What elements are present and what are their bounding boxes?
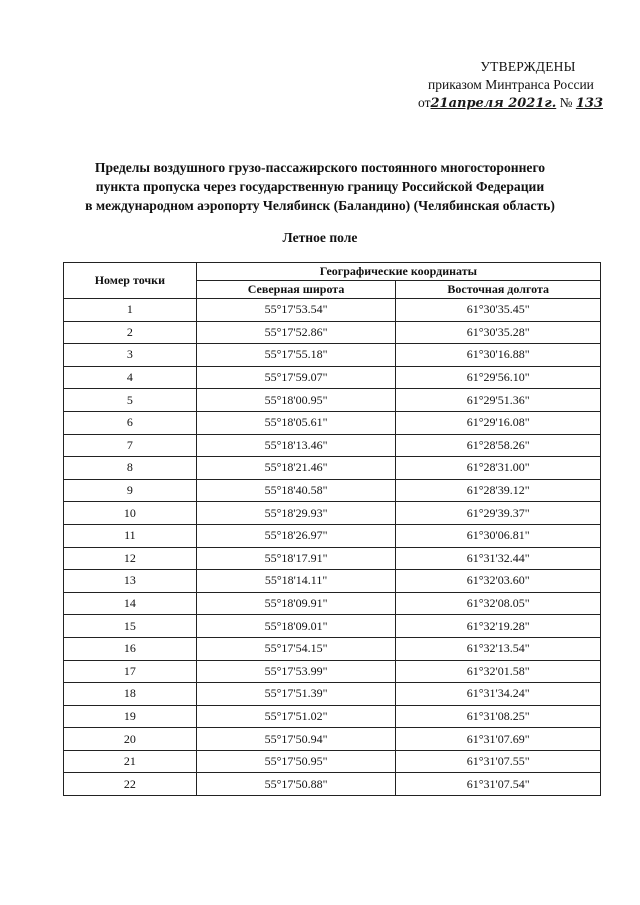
table-row	[64, 299, 601, 322]
coordinates-table	[63, 262, 601, 796]
latitude-cell: 55°17'53.54"	[196, 299, 396, 322]
longitude-cell: 61°31'32.44"	[396, 547, 601, 570]
longitude-cell: 61°32'19.28"	[396, 615, 601, 638]
table-row	[64, 524, 601, 547]
header-geo-coordinates: Географические координаты	[196, 263, 600, 281]
table-row	[64, 502, 601, 525]
point-number-cell: 20	[64, 728, 197, 751]
point-number-cell: 16	[64, 637, 197, 660]
point-number-cell: 10	[64, 502, 197, 525]
latitude-cell: 55°18'17.91"	[196, 547, 396, 570]
number-prefix: №	[559, 95, 573, 110]
longitude-cell: 61°29'51.36"	[396, 389, 601, 412]
longitude-cell: 61°30'35.45"	[396, 299, 601, 322]
header-point-number: Номер точки	[64, 263, 197, 299]
point-number-cell: 18	[64, 683, 197, 706]
point-number-cell: 3	[64, 344, 197, 367]
handwritten-number: 133	[575, 96, 603, 111]
point-number-cell: 12	[64, 547, 197, 570]
point-number-cell: 5	[64, 389, 197, 412]
latitude-cell: 55°18'40.58"	[196, 479, 396, 502]
latitude-cell: 55°18'09.01"	[196, 615, 396, 638]
title-line-1: Пределы воздушного грузо-пассажирского постоянного многостороннего	[94, 160, 546, 175]
latitude-cell: 55°17'55.18"	[196, 344, 396, 367]
longitude-cell: 61°30'06.81"	[396, 524, 601, 547]
title-line-3: в международном аэропорту Челябинск (Баландино) (Челябинская область)	[85, 198, 555, 213]
longitude-cell: 61°29'16.08"	[396, 411, 601, 434]
longitude-cell: 61°28'39.12"	[396, 479, 601, 502]
latitude-cell: 55°17'54.15"	[196, 637, 396, 660]
latitude-cell: 55°18'26.97"	[196, 524, 396, 547]
longitude-cell: 61°31'08.25"	[396, 705, 601, 728]
longitude-cell: 61°32'08.05"	[396, 592, 601, 615]
latitude-cell: 55°18'05.61"	[196, 411, 396, 434]
point-number-cell: 21	[64, 750, 197, 773]
point-number-cell: 6	[64, 411, 197, 434]
table-row	[64, 389, 601, 412]
table-row	[64, 750, 601, 773]
latitude-cell: 55°17'51.02"	[196, 705, 396, 728]
document-title	[40, 158, 600, 215]
point-number-cell: 7	[64, 434, 197, 457]
table-row	[64, 479, 601, 502]
table-row	[64, 570, 601, 593]
latitude-cell: 55°17'53.99"	[196, 660, 396, 683]
table-row	[64, 683, 601, 706]
point-number-cell: 1	[64, 299, 197, 322]
point-number-cell: 14	[64, 592, 197, 615]
title-line-2: пункта пропуска через государственную границу Российской Федерации	[95, 179, 545, 194]
table-row	[64, 434, 601, 457]
longitude-cell: 61°31'34.24"	[396, 683, 601, 706]
longitude-cell: 61°29'56.10"	[396, 366, 601, 389]
latitude-cell: 55°18'14.11"	[196, 570, 396, 593]
table-row	[64, 547, 601, 570]
longitude-cell: 61°31'07.54"	[396, 773, 601, 796]
longitude-cell: 61°28'31.00"	[396, 457, 601, 480]
table-row	[64, 728, 601, 751]
point-number-cell: 13	[64, 570, 197, 593]
approval-date-line	[418, 94, 608, 113]
header-longitude: Восточная долгота	[396, 281, 601, 299]
point-number-cell: 11	[64, 524, 197, 547]
longitude-cell: 61°31'07.69"	[396, 728, 601, 751]
table-row	[64, 411, 601, 434]
latitude-cell: 55°17'50.95"	[196, 750, 396, 773]
date-prefix: от	[418, 95, 431, 110]
latitude-cell: 55°17'52.86"	[196, 321, 396, 344]
table-row	[64, 321, 601, 344]
point-number-cell: 15	[64, 615, 197, 638]
latitude-cell: 55°17'59.07"	[196, 366, 396, 389]
latitude-cell: 55°18'13.46"	[196, 434, 396, 457]
longitude-cell: 61°30'35.28"	[396, 321, 601, 344]
table-row	[64, 457, 601, 480]
longitude-cell: 61°32'01.58"	[396, 660, 601, 683]
approval-block	[418, 58, 608, 113]
longitude-cell: 61°32'03.60"	[396, 570, 601, 593]
point-number-cell: 19	[64, 705, 197, 728]
table-row	[64, 344, 601, 367]
approval-order: приказом Минтранса России	[428, 77, 594, 92]
latitude-cell: 55°18'09.91"	[196, 592, 396, 615]
latitude-cell: 55°17'50.88"	[196, 773, 396, 796]
longitude-cell: 61°32'13.54"	[396, 637, 601, 660]
section-subtitle: Летное поле	[282, 230, 358, 245]
longitude-cell: 61°30'16.88"	[396, 344, 601, 367]
longitude-cell: 61°29'39.37"	[396, 502, 601, 525]
latitude-cell: 55°18'00.95"	[196, 389, 396, 412]
latitude-cell: 55°18'29.93"	[196, 502, 396, 525]
longitude-cell: 61°28'58.26"	[396, 434, 601, 457]
header-latitude: Северная широта	[196, 281, 396, 299]
approval-heading: УТВЕРЖДЕНЫ	[480, 59, 576, 74]
latitude-cell: 55°17'51.39"	[196, 683, 396, 706]
point-number-cell: 22	[64, 773, 197, 796]
latitude-cell: 55°18'21.46"	[196, 457, 396, 480]
longitude-cell: 61°31'07.55"	[396, 750, 601, 773]
point-number-cell: 2	[64, 321, 197, 344]
latitude-cell: 55°17'50.94"	[196, 728, 396, 751]
table-row	[64, 615, 601, 638]
table-row	[64, 773, 601, 796]
point-number-cell: 9	[64, 479, 197, 502]
point-number-cell: 17	[64, 660, 197, 683]
point-number-cell: 8	[64, 457, 197, 480]
table-row	[64, 705, 601, 728]
table-row	[64, 660, 601, 683]
point-number-cell: 4	[64, 366, 197, 389]
table-row	[64, 592, 601, 615]
table-row	[64, 366, 601, 389]
handwritten-date: 21апреля 2021г.	[430, 96, 557, 111]
table-row	[64, 637, 601, 660]
table-body	[64, 299, 601, 796]
